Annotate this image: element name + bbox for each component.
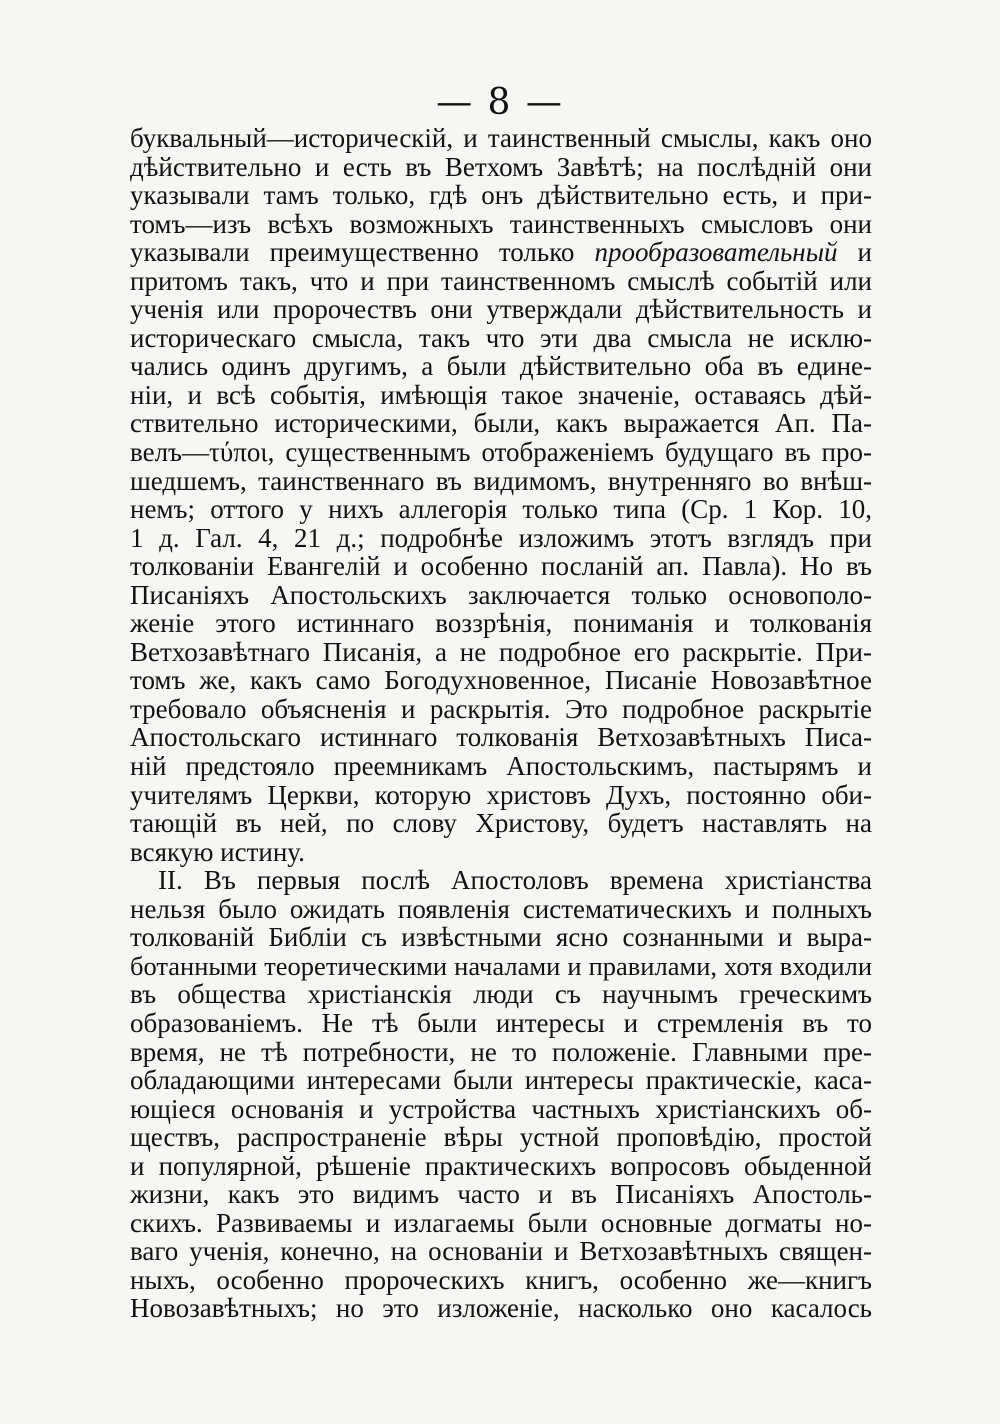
text-line: въ общества христіанскія люди съ научнымъ греческимъ [130,979,872,1010]
text-line: Апостольскаго истиннаго толкованія Ветхозавѣтныхъ Писа- [130,722,872,753]
page-number: — 8 — [436,82,564,123]
text-line: притомъ такъ, что и при таинственномъ смыслѣ событій или [130,265,872,296]
text-line: скихъ. Развиваемы и излагаемы были основные догматы но- [130,1207,872,1238]
text-line: немъ; оттого у нихъ аллегорія только типа (Ср. 1 Кор. 10, [130,494,872,525]
text-line: Писаніяхъ Апостольскихъ заключается только основополо- [130,579,872,610]
text-line: II. Въ первыя послѣ Апостоловъ времена христіанства [158,865,872,896]
text-line: ствительно историческими, были, какъ выражается Ап. Па- [130,408,872,439]
text-line: томъ—изъ всѣхъ возможныхъ таинственныхъ смысловъ они [130,208,872,239]
text-line: Ветхозавѣтнаго Писанія, а не подробное его раскрытіе. При- [130,636,872,667]
text-line: всякую истину. [130,836,305,867]
text-line: буквальный—историческій, и таинственный смыслы, какъ оно [130,123,872,153]
text-line: толкованіи Евангелій и особенно посланій ап. Павла). Но въ [130,551,872,582]
text-line: чались одинъ другимъ, а были дѣйствительно оба въ едине- [130,351,872,382]
text-line: шедшемъ, таинственнаго въ видимомъ, внутренняго во внѣш- [130,465,872,496]
text-line: ваго ученія, конечно, на основаніи и Ветхозавѣтныхъ священ- [130,1236,872,1267]
text-line: велъ—τύποι, существеннымъ отображеніемъ будущаго въ про- [130,437,872,468]
text-line: ботанными теоретическими началами и правилами, хотя входили [130,950,872,981]
text-line: тающій въ ней, по слову Христову, будетъ наставлять на [130,808,872,839]
text-line: ющіеся основанія и устройства частныхъ христіанскихъ об- [130,1093,872,1124]
text-line: требовало объясненія и раскрытія. Это подробное раскрытіе [130,693,872,724]
text-line: томъ же, какъ само Богодухновенное, Писаніе Новозавѣтное [130,665,872,696]
text-line: ній предстояло преемникамъ Апостольскимъ, пастырямъ и [130,751,872,782]
text-line: ніи, и всѣ событія, имѣющія такое значеніе, оставаясь дѣй- [130,379,872,410]
text-line: указывали тамъ только, гдѣ онъ дѣйствительно есть, и при- [130,180,872,211]
text-line: нельзя было ожидать появленія систематическихъ и полныхъ [130,893,872,924]
text-line: образованіемъ. Не тѣ были интересы и стремленія въ то [130,1007,872,1038]
text-line: и популярной, рѣшеніе практическихъ вопросовъ обыденной [130,1150,872,1181]
text-line: учителямъ Церкви, которую христовъ Духъ, постоянно оби- [130,779,872,810]
text-line: 1 д. Гал. 4, 21 д.; подробнѣе изложимъ этотъ взглядъ при [130,522,872,553]
text-line: ученія или пророчествъ они утверждали дѣйствительность и [130,294,872,325]
text-line: обладающими интересами были интересы практическіе, каса- [130,1065,872,1096]
text-line: ныхъ, особенно пророческихъ книгъ, особенно же—книгъ [130,1264,872,1295]
text-line: Новозавѣтныхъ; но это изложеніе, насколько оно касалось [130,1293,872,1324]
text-line: толкованій Библіи съ извѣстными ясно сознанными и выра- [130,922,872,953]
text-line: историческаго смысла, такъ что эти два смысла не исклю- [130,322,872,353]
text-line: указывали преимущественно только прообразовательный и [130,237,873,268]
text-line: дѣйствительно и есть въ Ветхомъ Завѣтѣ; на послѣдній они [130,151,872,182]
text-line: ществъ, распространеніе вѣры устной проповѣдію, простой [130,1122,872,1153]
body-text [130,124,872,1323]
text-line: женіе этого истиннаго воззрѣнія, пониманія и толкованія [130,608,872,639]
text-line: жизни, какъ это видимъ часто и въ Писаніяхъ Апостоль- [130,1179,872,1210]
text-line: время, не тѣ потребности, не то положеніе. Главными пре- [130,1036,872,1067]
